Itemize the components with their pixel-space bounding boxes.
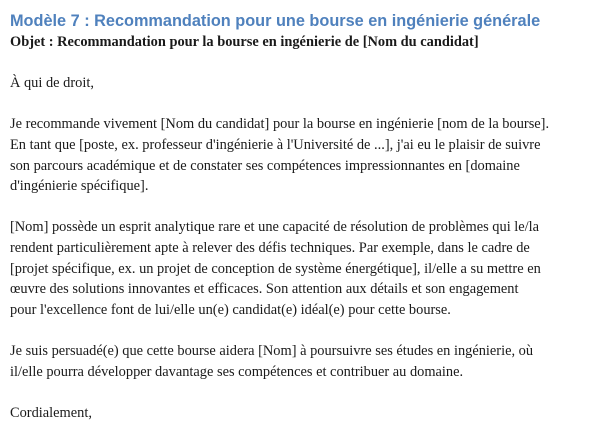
paragraph-conclusion <box>10 341 600 382</box>
letter-subject: Objet : Recommandation pour la bourse en ingénierie de [Nom du candidat] <box>10 34 479 50</box>
salutation: À qui de droit, <box>10 75 94 92</box>
paragraph-line: il/elle pourra développer davantage ses compétences et contribuer au domaine. <box>10 363 464 380</box>
document-page <box>10 10 600 444</box>
paragraph-line: œuvre des solutions innovantes et efficaces. Son attention aux détails et son engagement <box>10 281 519 298</box>
paragraph-line: rendent particulièrement apte à relever des défis techniques. Par exemple, dans le cadre de <box>10 239 530 256</box>
paragraph-line: Je suis persuadé(e) que cette bourse aidera [Nom] à poursuivre ses études en ingénierie, où <box>10 342 534 359</box>
paragraph-line: Je recommande vivement [Nom du candidat] pour la bourse en ingénierie [nom de la bourse]. <box>10 116 550 133</box>
paragraph-line: [projet spécifique, ex. un projet de conception de système énergétique], il/elle a su mettre en <box>10 260 541 277</box>
paragraph-line: son parcours académique et de constater ses compétences impressionnantes en [domaine <box>10 157 520 174</box>
paragraph-line: d'ingénierie spécifique]. <box>10 178 149 195</box>
paragraph-qualities <box>10 217 600 320</box>
paragraph-line: [Nom] possède un esprit analytique rare et une capacité de résolution de problèmes qui le/la <box>10 219 540 236</box>
paragraph-line: En tant que [poste, ex. professeur d'ingénierie à l'Université de ...], j'ai eu le plaisir de suivre <box>10 136 541 153</box>
paragraph-line: pour l'excellence font de lui/elle un(e) candidat(e) idéal(e) pour cette bourse. <box>10 301 451 318</box>
closing: Cordialement, <box>10 404 92 421</box>
template-heading: Modèle 7 : Recommandation pour une bourse en ingénierie générale <box>10 12 541 30</box>
paragraph-introduction <box>10 114 600 196</box>
